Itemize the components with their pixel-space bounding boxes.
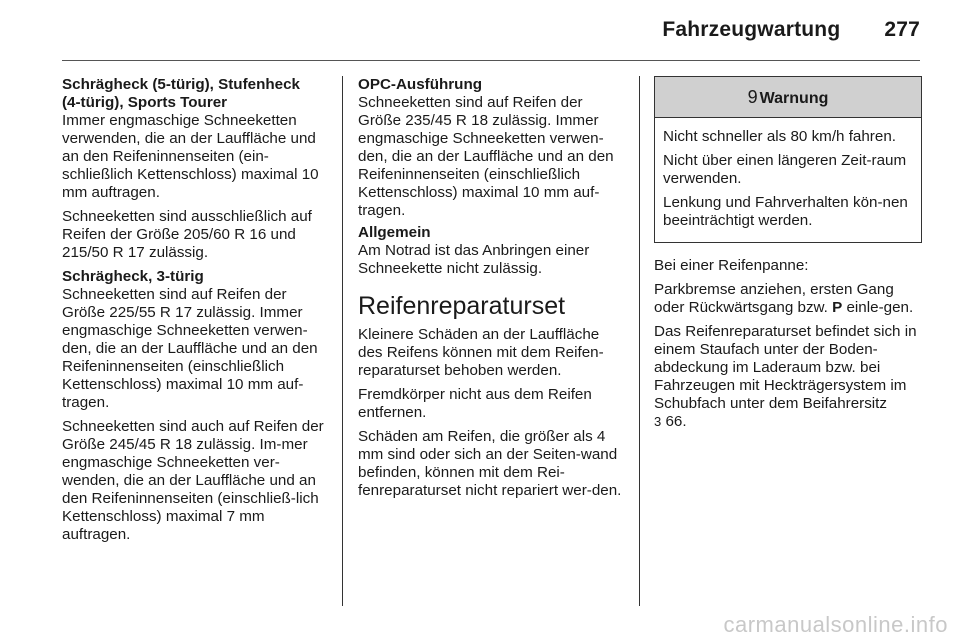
warning-title: Warnung [759, 90, 829, 107]
column-2 [358, 76, 626, 506]
column-3 [654, 76, 922, 437]
warning-icon: 9 [747, 87, 758, 107]
subheading-allgemein: Allgemein [358, 224, 431, 241]
page-reference-link[interactable]: 66. [661, 413, 687, 430]
subheading-schraegheck-5tuerig: Schrägheck (5-türig), Stufenheck (4-türig), Sports Tourer [62, 76, 300, 111]
warning-text: Nicht schneller als 80 km/h fahren. [663, 128, 896, 145]
paragraph: Schneeketten sind ausschließlich auf Reifen der Größe 205/60 R 16 und 215/50 R 17 zulässig. [62, 208, 312, 261]
warning-header [655, 77, 921, 118]
header-divider [62, 60, 920, 61]
paragraph: Schneeketten sind auf Reifen der Größe 225/55 R 17 zulässig. Immer engmaschige Schneeketten verwen-den, die an der Lauffläche und an den Reifeninnenseiten (einschließlich Kettenschloss) maximal 10 mm auf-tragen. [62, 286, 318, 411]
paragraph: Am Notrad ist das Anbringen einer Schneekette nicht zulässig. [358, 242, 590, 277]
header-title: Fahrzeugwartung [662, 18, 841, 41]
subheading-schraegheck-3tuerig: Schrägheck, 3-türig [62, 268, 204, 285]
paragraph: Das Reifenreparaturset befindet sich in einem Staufach unter der Boden-abdeckung im Laderaum bzw. bei Fahrzeugen mit Heckträgersystem im Schubfach unter dem Beifahrersitz 3 66. [654, 323, 917, 430]
warning-text: Lenkung und Fahrverhalten kön-nen beeinträchtigt werden. [663, 194, 908, 229]
paragraph: Schäden am Reifen, die größer als 4 mm sind oder sich an der Seiten-wand befinden, können mit dem Rei-fenreparaturset nicht repariert wer-den. [358, 428, 622, 499]
paragraph: Schneeketten sind auch auf Reifen der Größe 245/45 R 18 zulässig. Im-mer engmaschige Schneeketten ver-wenden, die an der Lauffläche und an den Reifeninnenseiten (einschließ-lich Kettenschloss) maximal 7 mm auftragen. [62, 418, 324, 543]
watermark: carmanualsonline.info [723, 612, 948, 637]
paragraph: Kleinere Schäden an der Lauffläche des Reifens können mit dem Reifen-reparaturset behoben werden. [358, 326, 604, 379]
warning-body [655, 118, 921, 242]
column-divider-1 [342, 76, 343, 606]
subheading-opc: OPC-Ausführung [358, 76, 483, 93]
paragraph: Schneeketten sind auf Reifen der Größe 235/45 R 18 zulässig. Immer engmaschige Schneeketten verwen-den, die an der Lauffläche und an den Reifeninnenseiten (einschließlich Kettenschloss) maximal 10 mm auf-tragen. [358, 94, 614, 219]
page-header [662, 18, 920, 42]
section-title: Reifenreparaturset [358, 292, 566, 320]
page-reference-icon: 3 [654, 414, 662, 429]
page-number: 277 [884, 18, 920, 41]
warning-box [654, 76, 922, 243]
paragraph: Bei einer Reifenpanne: [654, 257, 809, 274]
paragraph: Parkbremse anziehen, ersten Gang oder Rückwärtsgang bzw. P einle-gen. [654, 281, 914, 316]
warning-text: Nicht über einen längeren Zeit-raum verwenden. [663, 152, 907, 187]
gear-p-label: P [832, 299, 843, 316]
column-1 [62, 76, 330, 550]
column-divider-2 [639, 76, 640, 606]
paragraph: Immer engmaschige Schneeketten verwenden, die an der Lauffläche und an den Reifeninnenseiten (ein-schließlich Kettenschloss) maximal 10 mm auftragen. [62, 112, 319, 201]
paragraph: Fremdkörper nicht aus dem Reifen entfernen. [358, 386, 592, 421]
